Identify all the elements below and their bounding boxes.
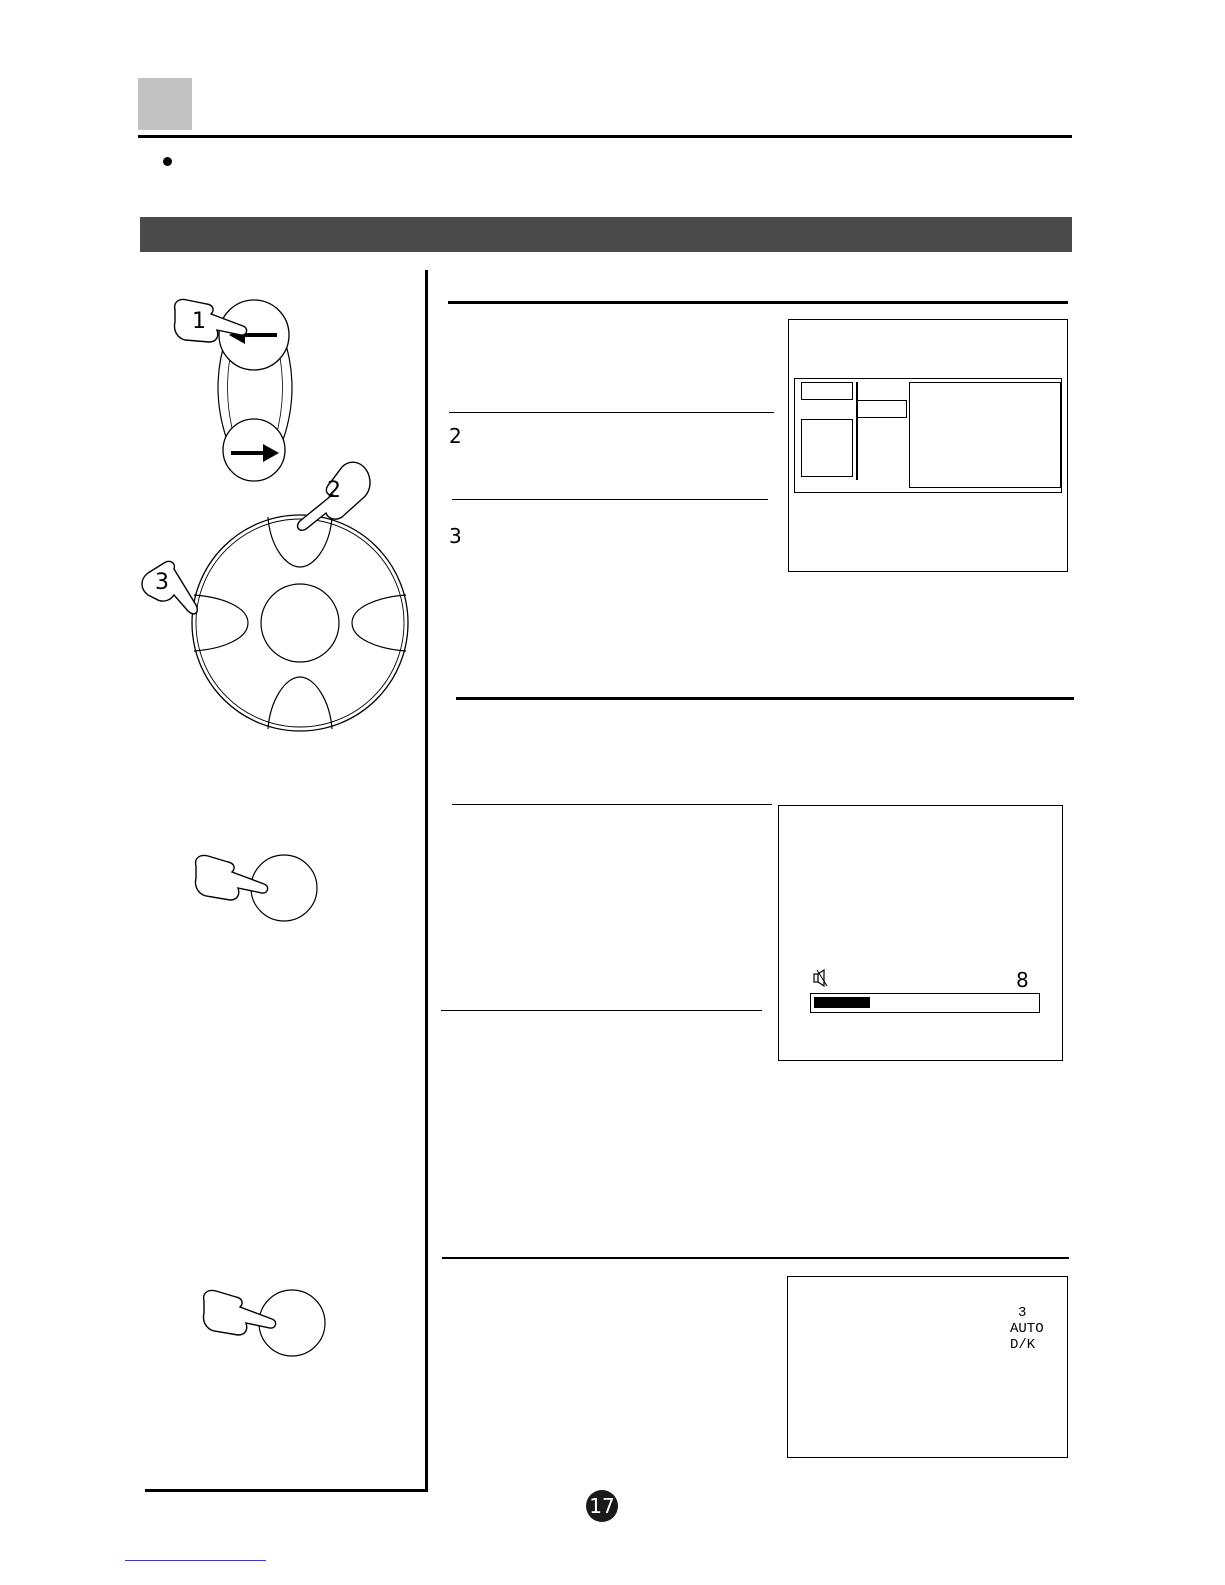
page-number: 17 <box>589 1494 615 1518</box>
step3-rule <box>452 499 768 500</box>
footer-link-underline[interactable] <box>125 1560 266 1561</box>
dpad-illustration <box>130 455 420 740</box>
step-number-2: 2 <box>327 478 341 503</box>
menu-list <box>801 419 853 477</box>
info-line-2: AUTO <box>1010 1321 1044 1337</box>
volume-bar-fill <box>814 997 870 1008</box>
menu-tab <box>801 382 853 400</box>
step-number-3: 3 <box>155 570 169 595</box>
section1-rule <box>448 301 1068 304</box>
section3-rule <box>442 1257 1069 1259</box>
info-screen <box>787 1276 1068 1458</box>
bullet-dot <box>163 157 172 166</box>
info-line-3: D/K <box>1010 1337 1036 1353</box>
step-number-1: 1 <box>192 309 206 334</box>
menu-subitem <box>857 400 907 418</box>
column-divider <box>425 270 428 1492</box>
step2-label: 2 <box>449 424 462 448</box>
section-header-band <box>140 217 1072 252</box>
volume-value: 8 <box>1016 968 1029 992</box>
button-press-illustration-2 <box>198 1285 338 1365</box>
button-press-illustration-1 <box>190 850 330 930</box>
menu-screen <box>788 319 1068 572</box>
section-square <box>138 78 192 130</box>
section2-rule <box>456 697 1074 700</box>
page-number-badge <box>586 1490 618 1522</box>
step2-rule <box>449 412 774 413</box>
section2-subrule-1 <box>452 804 772 805</box>
header-rule <box>138 135 1072 138</box>
step3-label: 3 <box>449 524 462 548</box>
volume-bar <box>810 993 1040 1013</box>
volume-screen <box>778 805 1063 1061</box>
info-line-1: 3 <box>1018 1305 1027 1321</box>
menu-panel <box>794 378 1062 493</box>
left-bottom-rule <box>145 1489 428 1492</box>
speaker-muted-icon <box>813 969 829 987</box>
section2-subrule-2 <box>441 1010 762 1011</box>
pointing-hand-icon <box>142 561 197 613</box>
menu-content <box>909 382 1061 488</box>
menu-divider <box>856 382 858 480</box>
